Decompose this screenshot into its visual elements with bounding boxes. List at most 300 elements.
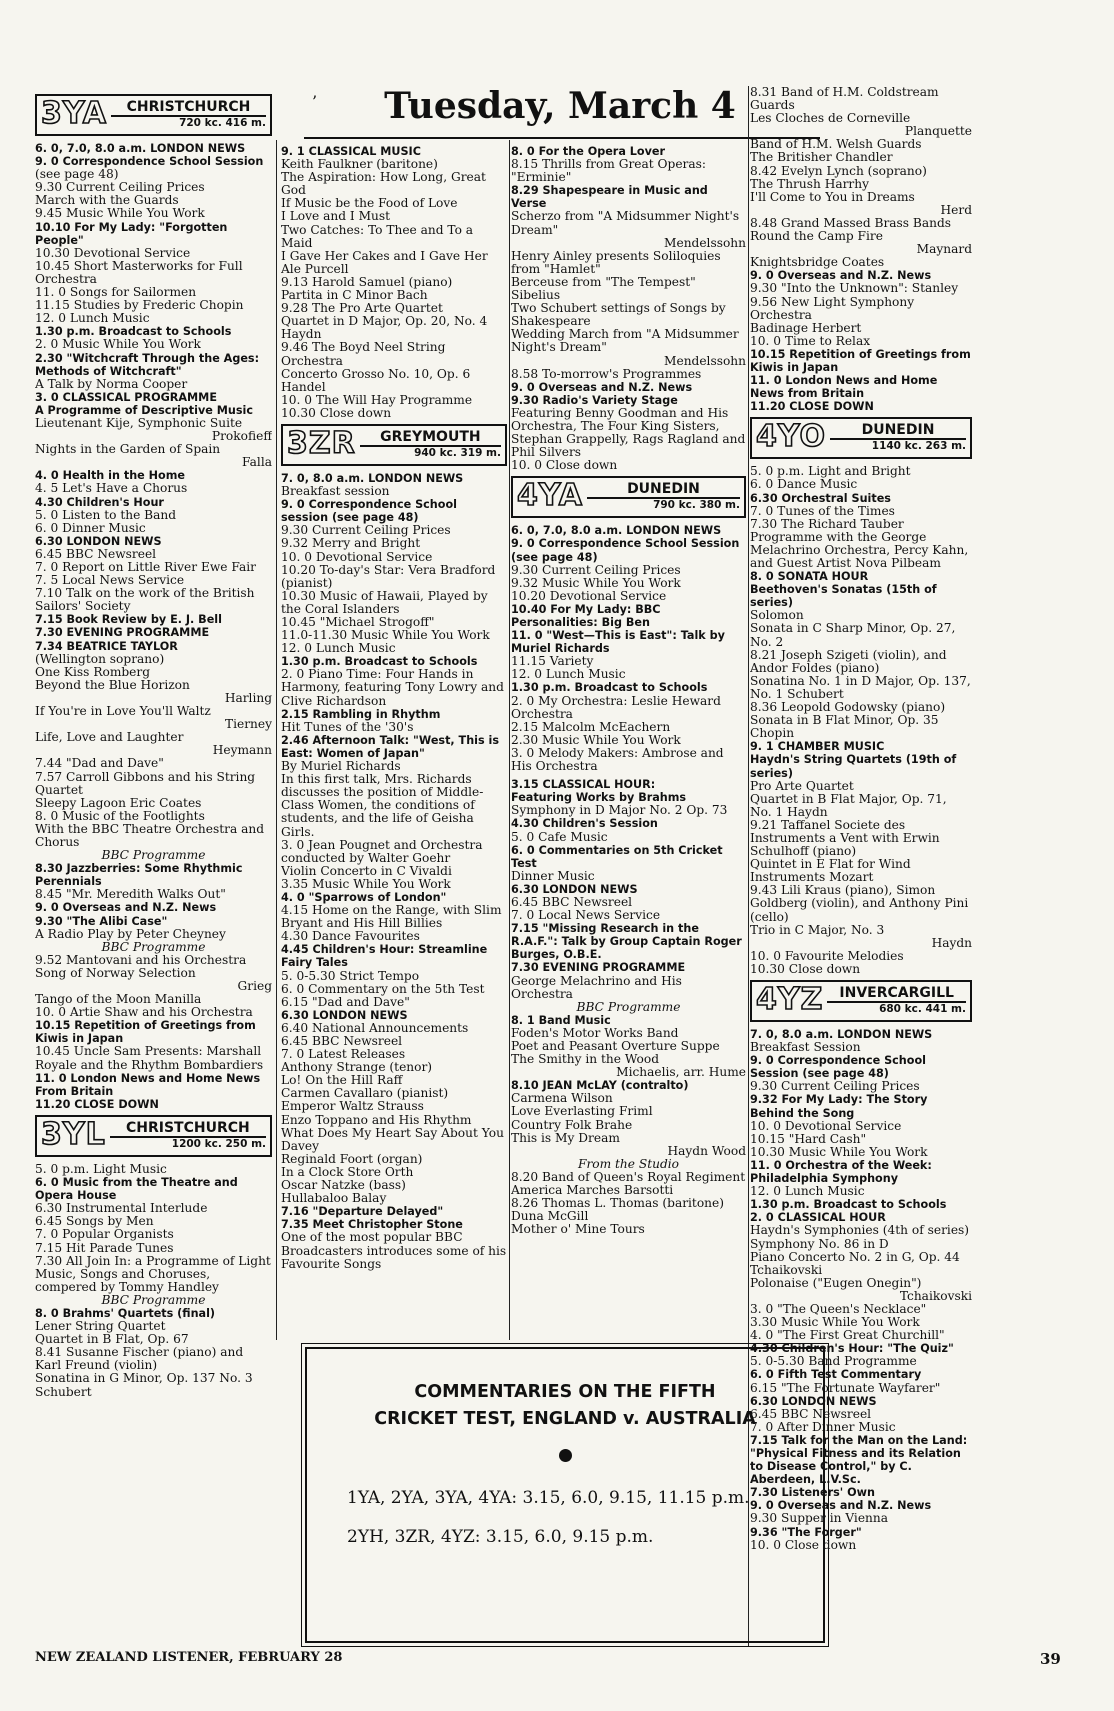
listing-entry: 7.34 BEATRICE TAYLOR <box>35 639 178 653</box>
listing-entry: 8.26 Thomas L. Thomas (baritone) <box>511 1196 724 1211</box>
listing-entry: 7.15 Talk for the Man on the Land: "Physical Fitness and its Relation to Disease Control," by C. Aberdeen, L.V.Sc. <box>750 1433 968 1487</box>
listing-entry: 6.15 "Dad and Dave" <box>281 994 410 1009</box>
notice-title-line1: COMMENTARIES ON THE FIFTH <box>414 1382 716 1402</box>
listing-entry: 7.30 All Join In: a Programme of Light Music, Songs and Choruses, compered by Tommy Handley <box>35 1253 271 1294</box>
listing-entry: 7.57 Carroll Gibbons and his String Quartet <box>35 769 256 797</box>
listing-entry: 4.30 Dance Favourites <box>281 929 420 944</box>
listing-entry: 10. 0 Close down <box>750 1537 857 1552</box>
listing-entry: 8. 0 SONATA HOUR <box>750 570 869 584</box>
listing-entry: 9.30 Radio's Variety Stage <box>511 393 678 407</box>
listing-entry: Sonatina No. 1 in D Major, Op. 137, No. 1 Schubert <box>750 673 971 701</box>
station-call-sign: 4YZ <box>756 982 824 1017</box>
station-info <box>110 1117 270 1155</box>
station-frequency: 1200 kc. 250 m. <box>171 1137 266 1150</box>
programme-note: BBC Programme <box>576 999 681 1014</box>
station-city: DUNEDIN <box>587 482 740 499</box>
composer-credit: Tchaikovski <box>899 1288 972 1303</box>
listing-entry: 6.30 LONDON NEWS <box>511 882 638 896</box>
column-rule <box>509 140 510 1340</box>
listing-entry: 10. 0 Devotional Service <box>281 549 433 564</box>
listing-entry: 9. 1 CLASSICAL MUSIC <box>281 145 421 158</box>
listing-entry: 10.15 Repetition of Greetings from Kiwis in Japan <box>35 1019 256 1046</box>
listing-entry: Duna McGill <box>511 1209 589 1224</box>
listing-entry: I'll Come to You in Dreams <box>750 189 915 204</box>
station-city: CHRISTCHURCH <box>110 1121 266 1138</box>
listing-entry: 6.45 BBC Newsreel <box>281 1034 403 1048</box>
listing-entry: 3.35 Music While You Work <box>281 876 451 891</box>
listing-entry: Trio in C Major, No. 3 <box>750 922 885 937</box>
listing-entry: In this first talk, Mrs. Richards discusses the position of Middle-Class Women, the conditions of students, and the life of Geisha Girls. <box>281 772 484 839</box>
listing-entry: 7.15 "Missing Research in the R.A.F.": Talk by Group Captain Roger Burges, O.B.E. <box>511 922 742 962</box>
listing-entry: 9.45 Music While You Work <box>35 206 205 221</box>
listing-entry: Dinner Music <box>511 868 595 883</box>
bullet-dot <box>559 1449 572 1462</box>
listing-entry: Haydn's String Quartets (19th of series) <box>750 753 957 780</box>
listing-entry: 8. 1 Band Music <box>511 1013 611 1027</box>
listing-entry: 8.42 Evelyn Lynch (soprano) <box>750 163 927 178</box>
station-call-sign: 4YA <box>517 478 583 514</box>
listing-entry: 9.30 "Into the Unknown": Stanley <box>750 281 959 296</box>
listing-entry: A Programme of Descriptive Music <box>35 403 253 417</box>
listing-entry: Oscar Natzke (bass) <box>281 1178 406 1193</box>
listing-entry: (see page 48) <box>35 167 119 182</box>
listing-entry: Nights in the Garden of Spain <box>35 442 221 457</box>
listing-entry: 6. 0 Commentaries on 5th Cricket Test <box>511 843 723 870</box>
station-banner-3yl <box>35 1115 272 1157</box>
listing-entry: Two Schubert settings of Songs by Shakespeare <box>511 301 726 329</box>
programme-note: BBC Programme <box>101 1292 206 1307</box>
listing-entry: 5. 0 p.m. Light Music <box>35 1161 167 1176</box>
listing-entry: 11. 0 London News and Home News from Britain <box>750 374 938 401</box>
listing-entry: Beethoven's Sonatas (15th of series) <box>750 583 937 610</box>
listing-entry: 3. 0 Melody Makers: Ambrose and His Orchestra <box>511 745 724 774</box>
listing-entry: 7. 5 Local News Service <box>35 573 185 588</box>
station-city: INVERCARGILL <box>827 986 966 1003</box>
listing-entry: 6. 0, 7.0, 8.0 a.m. LONDON NEWS <box>35 142 246 155</box>
listing-entry: 8.45 "Mr. Meredith Walks Out" <box>35 887 226 902</box>
listing-entry: By Muriel Richards <box>281 759 401 774</box>
listing-entry: Emperor Waltz Strauss <box>281 1099 424 1114</box>
column-4ya <box>511 145 746 1340</box>
composer-credit: Maynard <box>916 242 972 257</box>
listing-entry: Sonatina in G Minor, Op. 137 No. 3 Schubert <box>35 1371 253 1399</box>
station-frequency: 940 kc. 319 m. <box>414 446 501 459</box>
listing-entry: Beyond the Blue Horizon <box>35 677 190 692</box>
listing-entry: Berceuse from "The Tempest" Sibelius <box>511 274 696 303</box>
listing-entry: 10. 0 Close down <box>511 458 618 473</box>
listing-entry: 9. 0 Correspondence School Session (see page 48) <box>750 1054 926 1081</box>
listing-entry: 9.32 For My Lady: The Story Behind the Song <box>750 1093 928 1120</box>
listing-entry: 6.30 Instrumental Interlude <box>35 1201 208 1216</box>
listing-entry: 1.30 p.m. Broadcast to Schools <box>35 325 232 339</box>
listing-entry: 8.10 JEAN McLAY (contralto) <box>511 1079 689 1093</box>
listing-entry: 6.30 Orchestral Suites <box>750 491 891 505</box>
listing-entry: 9.36 "The Forger" <box>750 1525 862 1539</box>
composer-credit: Harling <box>224 690 272 705</box>
listing-entry: 7.15 Hit Parade Tunes <box>35 1240 174 1255</box>
listing-entry: America Marches Barsotti <box>511 1183 674 1198</box>
listing-entry: Tango of the Moon Manilla <box>35 992 202 1007</box>
listing-entry: 7.30 The Richard Tauber Programme with the George Melachrino Orchestra, Percy Kahn, and Guest Artist Nova Pilbeam <box>750 516 969 570</box>
page-title: Tuesday, March 4 <box>384 85 736 127</box>
listing-entry: 8.36 Leopold Godowsky (piano) <box>750 700 946 715</box>
listing-entry: One Kiss Romberg <box>35 664 151 679</box>
listing-entry: 3.15 CLASSICAL HOUR: <box>511 778 656 792</box>
station-info <box>830 419 970 457</box>
listing-entry: 11.15 Studies by Frederic Chopin <box>35 298 244 313</box>
listing-entry: Sonata in C Sharp Minor, Op. 27, No. 2 <box>750 621 956 649</box>
listing-entry: 7. 0, 8.0 a.m. LONDON NEWS <box>281 471 464 485</box>
listing-entry: Wedding March from "A Midsummer Night's Dream" <box>511 327 739 355</box>
listing-entry: 12. 0 Lunch Music <box>35 311 150 326</box>
listing-entry: Life, Love and Laughter <box>35 730 184 745</box>
listing-entry: Song of Norway Selection <box>35 965 196 980</box>
listing-entry: 9. 0 Overseas and N.Z. News <box>750 269 932 283</box>
listing-entry: 10.30 Music of Hawaii, Played by the Coral Islanders <box>281 588 488 616</box>
listing-entry: 7. 0 Local News Service <box>511 908 661 923</box>
listing-entry: 10.30 Music While You Work <box>750 1144 928 1159</box>
station-city: DUNEDIN <box>830 423 966 440</box>
listing-entry: 5. 0 Cafe Music <box>511 829 608 844</box>
station-banner-4ya <box>511 476 746 518</box>
listing-entry: 7. 0 Report on Little River Ewe Fair <box>35 560 256 574</box>
listing-entry: 9. 0 Correspondence School Session <box>35 155 264 169</box>
listing-entry: 9.46 The Boyd Neel String Orchestra <box>281 340 446 368</box>
listing-entry: 2.15 Malcolm McEachern <box>511 719 671 734</box>
listing-entry: Lieutenant Kije, Symphonic Suite <box>35 415 243 430</box>
station-frequency: 1140 kc. 263 m. <box>871 440 966 453</box>
listing-entry: 1.30 p.m. Broadcast to Schools <box>750 1198 947 1212</box>
listing-entry: 10.45 Uncle Sam Presents: Marshall Royale and the Rhythm Bombardiers <box>35 1044 264 1072</box>
listing-entry: Violin Concerto in C Vivaldi <box>281 863 452 878</box>
listing-entry: 10.15 Repetition of Greetings from Kiwis in Japan <box>750 347 971 374</box>
listing-entry: 2.30 Music While You Work <box>511 732 681 747</box>
listing-entry: March with the Guards <box>35 193 179 208</box>
listing-entry: 9.28 The Pro Arte Quartet <box>281 301 443 316</box>
listing-entry: 7.35 Meet Christopher Stone <box>281 1218 463 1232</box>
composer-credit: Michaelis, arr. Hume <box>616 1065 746 1080</box>
listing-entry: 11.20 CLOSE DOWN <box>750 400 874 414</box>
listing-entry: 10.10 For My Lady: "Forgotten People" <box>35 220 228 247</box>
listing-entry: 9. 0 Correspondence School Session (see page 48) <box>511 537 740 564</box>
listing-entry: Badinage Herbert <box>750 320 862 335</box>
title-rule <box>304 137 820 139</box>
listing-entry: 1.30 p.m. Broadcast to Schools <box>511 681 708 695</box>
title-mark: ’ <box>312 92 318 111</box>
listing-entry: Reginald Foort (organ) <box>281 1151 423 1166</box>
listing-entry: 3. 0 "The Queen's Necklace" <box>750 1301 927 1316</box>
listing-entry: 10. 0 Devotional Service <box>750 1118 902 1133</box>
listing-entry: Lener String Quartet <box>35 1319 166 1334</box>
listing-entry: 8.21 Joseph Szigeti (violin), and Andor Foldes (piano) <box>750 647 947 675</box>
listing-entry: 7. 0 After Dinner Music <box>750 1419 896 1434</box>
station-info <box>360 426 505 464</box>
listing-entry: 5. 0 Listen to the Band <box>35 507 177 522</box>
listing-entry: Hullabaloo Balay <box>281 1191 387 1206</box>
station-call-sign: 3ZR <box>287 425 356 461</box>
listing-entry: 9.13 Harold Samuel (piano) <box>281 274 453 289</box>
listing-entry: Solomon <box>750 608 804 623</box>
listing-entry: 2.30 "Witchcraft Through the Ages: Methods of Witchcraft" <box>35 351 260 378</box>
listing-entry: 9.32 Music While You Work <box>511 575 681 590</box>
listing-entry: 6.30 LONDON NEWS <box>750 1394 877 1408</box>
listing-entry: 5. 0-5.30 Band Programme <box>750 1354 917 1369</box>
listing-entry: Poet and Peasant Overture Suppe <box>511 1039 720 1053</box>
listing-entry: 10.30 Devotional Service <box>35 245 191 260</box>
listing-entry: Country Folk Brahe <box>511 1117 633 1132</box>
station-info <box>587 478 744 516</box>
listing-entry: 9.30 Current Ceiling Prices <box>750 1079 920 1094</box>
listing-entry: 8.58 To-morrow's Programmes <box>511 366 702 381</box>
listing-entry: 6. 0 Dance Music <box>750 477 858 492</box>
listing-entry: 11.20 CLOSE DOWN <box>35 1097 159 1111</box>
listing-entry: If You're in Love You'll Waltz <box>35 704 211 719</box>
listing-entry: 12. 0 Lunch Music <box>281 641 396 656</box>
station-banner-4yz <box>750 980 972 1022</box>
listing-entry: One of the most popular BBC Broadcasters introduces some of his Favourite Songs <box>281 1230 507 1271</box>
listing-entry: 7.30 EVENING PROGRAMME <box>511 961 686 975</box>
listing-entry: 9.32 Merry and Bright <box>281 536 421 551</box>
listing-entry: 8.29 Shapespeare in Music and Verse <box>511 184 708 211</box>
listing-entry: 4.15 Home on the Range, with Slim Bryant and His Hill Billies <box>281 903 502 931</box>
listing-entry: 7.44 "Dad and Dave" <box>35 756 164 771</box>
listing-entry: 6.45 BBC Newsreel <box>511 894 633 909</box>
listing-entry: 2. 0 Piano Time: Four Hands in Harmony, featuring Tony Lowry and Clive Richardson <box>281 667 504 708</box>
listing-entry: 4.30 Children's Session <box>511 817 658 831</box>
listing-entry: Polonaise ("Eugen Onegin") <box>750 1275 922 1290</box>
listing-entry: This is My Dream <box>511 1130 620 1145</box>
listing-entry: 3. 0 Jean Pougnet and Orchestra conducted by Walter Goehr <box>281 837 483 865</box>
station-banner-4yo <box>750 417 972 459</box>
listing-entry: 2. 0 My Orchestra: Leslie Heward Orchestra <box>511 693 721 721</box>
listing-entry: Featuring Works by Brahms <box>511 791 687 805</box>
listing-entry: 6.40 National Announcements <box>281 1020 469 1035</box>
station-banner-3zr <box>281 424 507 466</box>
listing-entry: Quartet in D Major, Op. 20, No. 4 Haydn <box>281 314 488 342</box>
listing-entry: 8. 0 Music of the Footlights <box>35 808 205 823</box>
programme-note: From the Studio <box>577 1156 680 1171</box>
listing-entry: 8.48 Grand Massed Brass Bands <box>750 215 952 230</box>
listing-entry: 6. 0 Commentary on the 5th Test <box>281 981 485 996</box>
listing-entry: 3. 0 CLASSICAL PROGRAMME <box>35 390 217 404</box>
listing-entry: 10.20 Devotional Service <box>511 588 667 603</box>
listing-entry: Breakfast Session <box>750 1040 861 1055</box>
listing-entry: 9. 0 Correspondence School session (see page 48) <box>281 498 457 525</box>
listing-entry: 5. 0 p.m. Light and Bright <box>750 464 911 479</box>
listing-entry: Haydn's Symphonies (4th of series) <box>750 1223 970 1238</box>
listing-entry: 6.45 Songs by Men <box>35 1214 154 1229</box>
composer-credit: Haydn <box>931 935 972 950</box>
listing-entry: 9.56 New Light Symphony Orchestra <box>750 294 915 322</box>
composer-credit: Tierney <box>224 717 272 732</box>
listing-entry: 8.15 Thrills from Great Operas: "Erminie" <box>511 157 707 185</box>
listing-entry: 8. 0 For the Opera Lover <box>511 145 665 158</box>
listing-entry: 10.45 Short Masterworks for Full Orchestra <box>35 258 243 286</box>
column-3ya-3yl <box>35 90 272 1644</box>
composer-credit: Haydn Wood <box>667 1143 746 1158</box>
listing-entry: 6.45 BBC Newsreel <box>35 546 157 561</box>
listing-entry: 9.30 Supper in Vienna <box>750 1511 889 1526</box>
listing-entry: Two Catches: To Thee and To a Maid <box>281 222 474 250</box>
listing-entry: 10.40 For My Lady: BBC Personalities: Big Ben <box>511 602 661 629</box>
station-call-sign: 3YL <box>41 1116 106 1152</box>
listing-entry: 2. 0 Music While You Work <box>35 337 201 352</box>
station-frequency: 720 kc. 416 m. <box>179 117 266 129</box>
listing-entry: 3.30 Music While You Work <box>750 1315 920 1330</box>
listing-entry: George Melachrino and His Orchestra <box>511 973 682 1001</box>
listing-entry: 4. 5 Let's Have a Chorus <box>35 481 188 496</box>
listing-entry: Keith Faulkner (baritone) <box>281 157 438 172</box>
station-call-sign: 3YA <box>41 96 107 131</box>
station-frequency: 790 kc. 380 m. <box>653 499 740 512</box>
listing-entry: 6.45 BBC Newsreel <box>750 1406 872 1421</box>
listing-entry: 4.30 Children's Hour: "The Quiz" <box>750 1342 954 1356</box>
listing-entry: 7. 0 Tunes of the Times <box>750 503 895 518</box>
listing-entry: 10. 0 Time to Relax <box>750 333 871 348</box>
listing-entry: 10.15 "Hard Cash" <box>750 1131 867 1146</box>
listing-entry: 10.20 To-day's Star: Vera Bradford (pianist) <box>281 562 496 590</box>
station-info <box>827 982 970 1020</box>
listing-entry: 10. 0 Artie Shaw and his Orchestra <box>35 1005 253 1020</box>
listing-entry: 9.30 Current Ceiling Prices <box>511 562 681 577</box>
listing-entry: Concerto Grosso No. 10, Op. 6 Handel <box>281 366 471 394</box>
listing-entry: With the BBC Theatre Orchestra and Chorus <box>35 821 265 849</box>
listing-entry: 9. 0 Overseas and N.Z. News <box>35 901 217 915</box>
notice-schedule-line1: 1YA, 2YA, 3YA, 4YA: 3.15, 6.0, 9.15, 11.15 p.m. <box>347 1488 750 1508</box>
listing-entry: Love Everlasting Friml <box>511 1104 653 1119</box>
listing-entry: Sleepy Lagoon Eric Coates <box>35 795 202 810</box>
listing-entry: 7.10 Talk on the work of the British Sailors' Society <box>35 586 255 614</box>
listing-entry: 11.0-11.30 Music While You Work <box>281 628 490 643</box>
listing-entry: Scherzo from "A Midsummer Night's Dream" <box>511 209 740 237</box>
programme-note: BBC Programme <box>101 939 206 954</box>
station-frequency: 680 kc. 441 m. <box>879 1003 966 1015</box>
listing-entry: 9.30 "The Alibi Case" <box>35 914 168 928</box>
composer-credit: Falla <box>242 455 272 470</box>
listing-entry: The Aspiration: How Long, Great God <box>281 170 486 198</box>
station-banner-3ya <box>35 94 272 136</box>
listing-entry: 4. 0 "The First Great Churchill" <box>750 1328 945 1343</box>
station-city: GREYMOUTH <box>360 430 501 447</box>
column-rule <box>276 140 277 1340</box>
listing-entry: What Does My Heart Say About You Davey <box>281 1125 504 1153</box>
listing-entry: 10.30 Close down <box>750 961 861 976</box>
listing-entry: Sonata in B Flat Minor, Op. 35 Chopin <box>750 713 939 741</box>
listing-entry: Knightsbridge Coates <box>750 255 885 270</box>
listing-entry: 6. 0 Fifth Test Commentary <box>750 1368 922 1382</box>
listing-entry: 7.16 "Departure Delayed" <box>281 1205 444 1219</box>
listing-entry: 12. 0 Lunch Music <box>750 1184 865 1199</box>
listing-entry: Hit Tunes of the '30's <box>281 719 414 734</box>
notice-schedule-line2: 2YH, 3ZR, 4YZ: 3.15, 6.0, 9.15 p.m. <box>347 1527 654 1547</box>
listing-entry: 6.15 "The Fortunate Wayfarer" <box>750 1380 941 1395</box>
listing-entry: Carmen Cavallaro (pianist) <box>281 1086 449 1101</box>
listing-entry: I Love and I Must <box>281 209 391 224</box>
listing-entry: 2.15 Rambling in Rhythm <box>281 707 441 721</box>
listing-entry: Carmena Wilson <box>511 1091 613 1106</box>
listing-entry: (Wellington soprano) <box>35 651 165 666</box>
listing-entry: 6. 0, 7.0, 8.0 a.m. LONDON NEWS <box>511 524 722 538</box>
listing-entry: Foden's Motor Works Band <box>511 1025 679 1040</box>
listing-entry: I Gave Her Cakes and I Gave Her Ale Purcell <box>281 248 488 276</box>
listing-entry: 7.15 Book Review by E. J. Bell <box>35 613 222 627</box>
listing-entry: 8.20 Band of Queen's Royal Regiment <box>511 1169 746 1184</box>
listing-entry: 9.30 Current Ceiling Prices <box>35 180 205 195</box>
listing-entry: 4.45 Children's Hour: Streamline Fairy Tales <box>281 943 488 970</box>
composer-credit: Heymann <box>212 743 272 758</box>
listing-entry: 11.15 Variety <box>511 654 594 669</box>
listing-entry: Partita in C Minor Bach <box>281 288 428 303</box>
listing-entry: 11. 0 London News and Home News From Britain <box>35 1071 261 1098</box>
composer-credit: Mendelssohn <box>664 235 746 250</box>
listing-entry: 7. 0 Latest Releases <box>281 1047 406 1062</box>
footer-publication: NEW ZEALAND LISTENER, FEBRUARY 28 <box>35 1650 343 1665</box>
listing-entry: 4.30 Children's Hour <box>35 495 164 509</box>
station-call-sign: 4YO <box>756 419 827 455</box>
listing-entry: Quartet in B Flat Major, Op. 71, No. 1 Haydn <box>750 791 947 819</box>
listing-entry: Enzo Toppano and His Rhythm <box>281 1112 472 1127</box>
listing-entry: Band of H.M. Welsh Guards <box>750 137 922 152</box>
listing-entry: Piano Concerto No. 2 in G, Op. 44 Tchaikovski <box>750 1249 960 1277</box>
column-3zr <box>281 145 507 1340</box>
listing-entry: 6.30 LONDON NEWS <box>281 1008 408 1022</box>
composer-credit: Grieg <box>237 979 272 993</box>
listing-entry: 6. 0 Dinner Music <box>35 520 146 535</box>
listing-entry: 8.31 Band of H.M. Coldstream Guards <box>750 86 939 113</box>
listing-entry: 9.43 Lili Kraus (piano), Simon Goldberg (violin), and Anthony Pini (cello) <box>750 883 969 924</box>
listing-entry: 9.52 Mantovani and his Orchestra <box>35 952 247 967</box>
composer-credit: Planquette <box>904 124 972 139</box>
listing-entry: 11. 0 "West—This is East": Talk by Muriel Richards <box>511 629 725 656</box>
listing-entry: 8. 0 Brahms' Quartets (final) <box>35 1306 216 1320</box>
listing-entry: 12. 0 Lunch Music <box>511 667 626 682</box>
composer-credit: Herd <box>940 202 972 217</box>
listing-entry: 10.30 Close down <box>281 405 392 420</box>
notice-title-line2: CRICKET TEST, ENGLAND v. AUSTRALIA <box>374 1409 756 1429</box>
listing-entry: The Thrush Harrhy <box>750 176 869 191</box>
listing-entry: 1.30 p.m. Broadcast to Schools <box>281 655 478 669</box>
programme-note: BBC Programme <box>101 848 206 863</box>
listing-entry: 11. 0 Orchestra of the Week: Philadelphia Symphony <box>750 1158 932 1186</box>
listing-entry: 2.46 Afternoon Talk: "West, This is East: Women of Japan" <box>281 733 500 760</box>
listing-entry: 9.21 Taffanel Societe des Instruments a Vent with Erwin Schulhoff (piano) <box>750 817 940 859</box>
listing-entry: Quartet in B Flat, Op. 67 <box>35 1332 189 1347</box>
listing-entry: 7. 0, 8.0 a.m. LONDON NEWS <box>750 1028 933 1041</box>
listing-entry: The Britisher Chandler <box>750 150 893 165</box>
listing-entry: A Talk by Norma Cooper <box>35 376 188 391</box>
listing-entry: 9.30 Current Ceiling Prices <box>281 523 451 538</box>
listing-entry: 5. 0-5.30 Strict Tempo <box>281 968 420 983</box>
station-city: CHRISTCHURCH <box>111 100 266 117</box>
listing-entry: Pro Arte Quartet <box>750 778 854 793</box>
listing-entry: 7.30 EVENING PROGRAMME <box>35 626 210 640</box>
listing-entry: 7.30 Listeners' Own <box>750 1486 875 1500</box>
listing-entry: A Radio Play by Peter Cheyney <box>35 926 226 941</box>
listing-entry: Featuring Benny Goodman and His Orchestra, The Four King Sisters, Stephan Grappelly, Rags Ragland and Phil Silvers <box>511 405 746 460</box>
listing-entry: 9. 0 Overseas and N.Z. News <box>750 1499 932 1513</box>
listing-entry: 8.41 Susanne Fischer (piano) and Karl Freund (violin) <box>35 1345 244 1373</box>
listing-entry: 6.30 LONDON NEWS <box>35 534 162 548</box>
listing-entry: 4. 0 "Sparrows of London" <box>281 890 447 904</box>
footer-page-number: 39 <box>1040 1650 1061 1668</box>
listing-entry: Les Cloches de Corneville <box>750 111 911 126</box>
composer-credit: Prokofieff <box>211 429 272 444</box>
listing-entry: 11. 0 Songs for Sailormen <box>35 285 197 300</box>
composer-credit: Mendelssohn <box>664 353 746 368</box>
listing-entry: The Smithy in the Wood <box>511 1052 660 1067</box>
listing-entry: If Music be the Food of Love <box>281 196 458 211</box>
listing-entry: 8.30 Jazzberries: Some Rhythmic Perennials <box>35 862 243 889</box>
